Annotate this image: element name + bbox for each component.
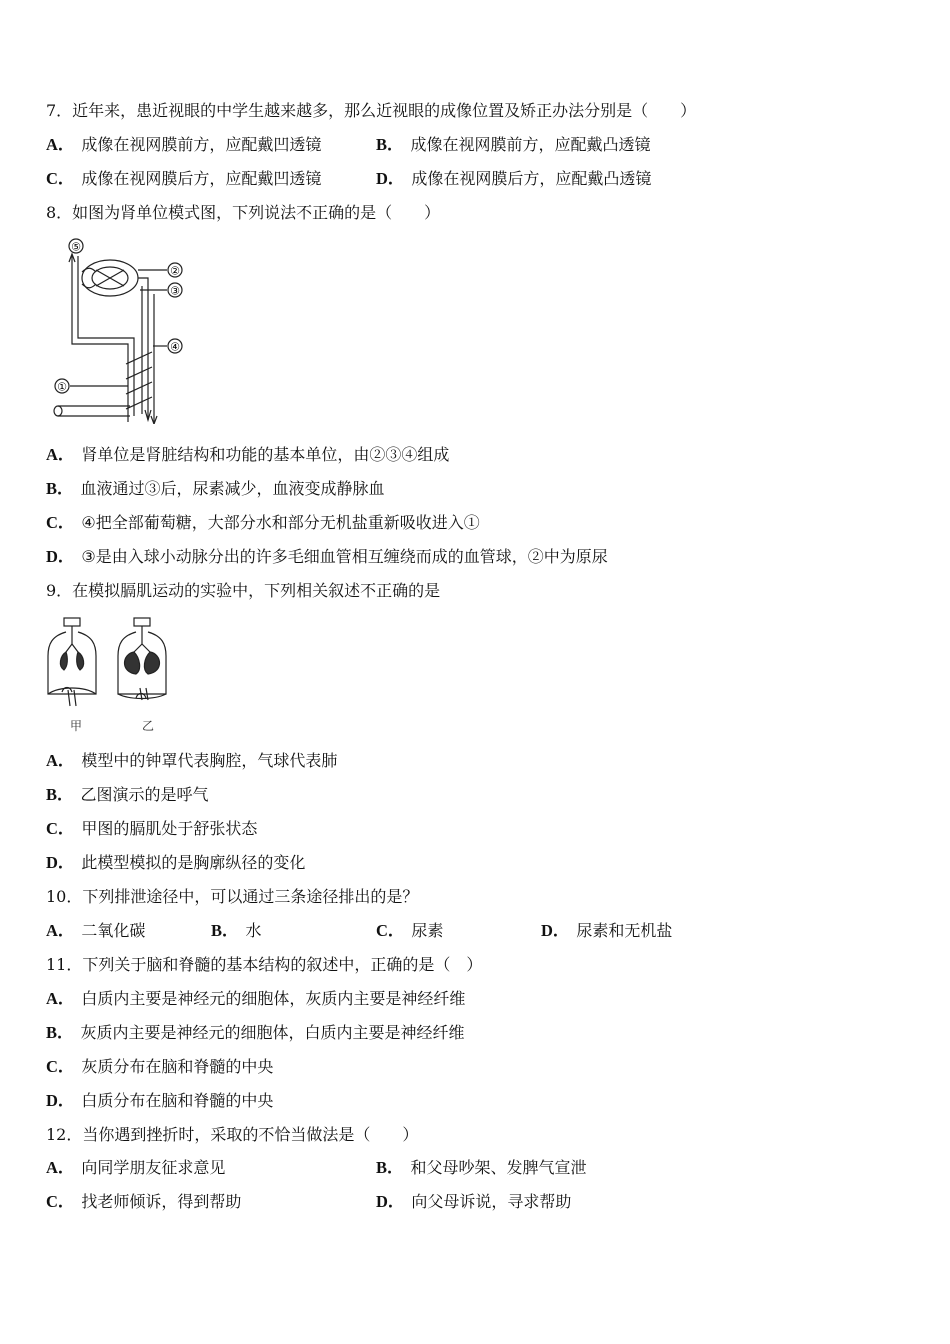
q8-option-a: A． 肾单位是肾脏结构和功能的基本单位，由②③④组成 [46,445,450,464]
q7-option-d: D． 成像在视网膜后方，应配戴凸透镜 [376,169,652,188]
nephron-label-3: ③ [170,284,180,298]
q11-option-c: C． 灰质分布在脑和脊髓的中央 [46,1057,274,1076]
nephron-label-4: ④ [170,340,180,354]
q9-option-b: B． 乙图演示的是呼气 [46,785,209,804]
q10-stem: 10．下列排泄途径中，可以通过三条途径排出的是？ [46,887,419,906]
jar-label-jia: 甲 [69,719,83,733]
q11-option-d: D． 白质分布在脑和脊髓的中央 [46,1091,274,1110]
q8-stem: 8．如图为肾单位模式图，下列说法不正确的是（ ） [46,203,441,222]
q7-option-b: B． 成像在视网膜前方，应配戴凸透镜 [376,135,651,154]
jar-yi [118,618,166,700]
q7-stem: 7．近年来，患近视眼的中学生越来越多，那么近视眼的成像位置及矫正办法分别是（ ） [46,101,697,120]
collecting-tube-left [72,256,128,422]
q9-option-d: D． 此模型模拟的是胸廓纵径的变化 [46,853,306,872]
q12-stem: 12．当你遇到挫折时，采取的不恰当做法是（ ） [46,1125,419,1144]
nephron-label-1: ① [57,380,67,394]
nephron-diagram [48,234,193,424]
q9-option-c: C． 甲图的膈肌处于舒张状态 [46,819,258,838]
diaphragm-model-diagram [44,614,174,736]
q12-option-b: B． 和父母吵架、发脾气宣泄 [376,1158,587,1177]
q7-option-a: A． 成像在视网膜前方，应配戴凹透镜 [46,135,322,154]
jar-label-yi: 乙 [141,719,155,733]
q10-option-d: D． 尿素和无机盐 [541,921,673,940]
q8-option-c: C． ④把全部葡萄糖，大部分水和部分无机盐重新吸收进入① [46,513,480,532]
q10-option-a: A． 二氧化碳 [46,921,146,940]
q10-option-c: C． 尿素 [376,921,444,940]
lower-vessel [58,406,130,416]
q10-option-b: B． 水 [211,921,262,940]
q11-option-b: B． 灰质内主要是神经元的细胞体，白质内主要是神经纤维 [46,1023,465,1042]
q9-stem: 9．在模拟膈肌运动的实验中，下列相关叙述不正确的是 [46,581,441,600]
q11-stem: 11．下列关于脑和脊髓的基本结构的叙述中，正确的是（ ） [46,955,483,974]
q11-option-a: A． 白质内主要是神经元的细胞体，灰质内主要是神经纤维 [46,989,466,1008]
jar-jia [48,618,96,706]
q8-option-d: D． ③是由入球小动脉分出的许多毛细血管相互缠绕而成的血管球，②中为原尿 [46,547,608,566]
q12-option-d: D． 向父母诉说，寻求帮助 [376,1192,572,1211]
nephron-label-5: ⑤ [71,240,81,254]
q8-option-b: B． 血液通过③后，尿素减少，血液变成静脉血 [46,479,385,498]
q12-option-a: A． 向同学朋友征求意见 [46,1158,226,1177]
nephron-label-2: ② [170,264,180,278]
q12-option-c: C． 找老师倾诉，得到帮助 [46,1192,242,1211]
q7-option-c: C． 成像在视网膜后方，应配戴凹透镜 [46,169,322,188]
renal-tubule [138,278,148,420]
q9-option-a: A． 模型中的钟罩代表胸腔，气球代表肺 [46,751,338,770]
